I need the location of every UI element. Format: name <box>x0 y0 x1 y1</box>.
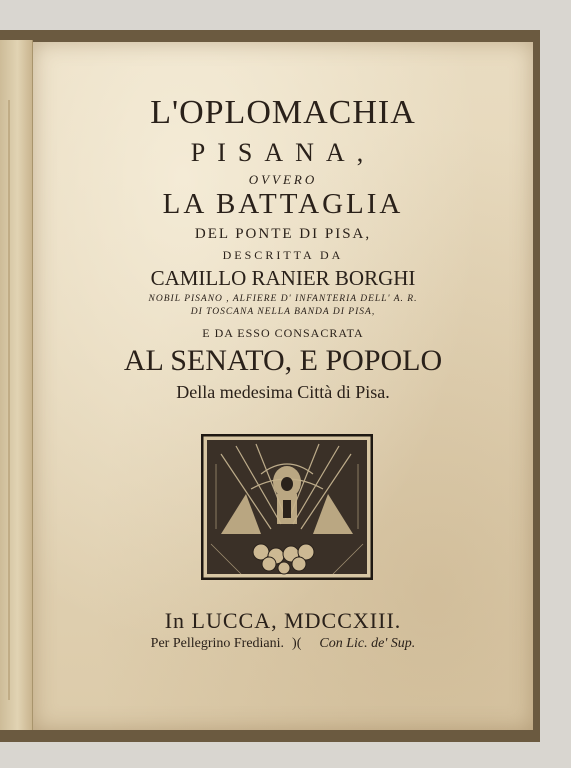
main-title: L'OPLOMACHIA <box>150 94 416 131</box>
author-intro: DESCRITTA DA <box>222 248 344 262</box>
title-page <box>33 42 533 730</box>
alternate-subtitle: DEL PONTE DI PISA, <box>194 226 372 242</box>
book-spine <box>0 40 33 730</box>
dedicatee-detail: Della medesima Città di Pisa. <box>176 382 390 402</box>
printer-name: Per Pellegrino Frediani. <box>150 636 285 651</box>
woodcut-trophy-illustration <box>201 434 373 580</box>
imprint-printer-line <box>33 636 533 652</box>
author-title-1: NOBIL PISANO , ALFIERE D' INFANTERIA DELL' A. R. <box>148 294 418 304</box>
title-connector: OVVERO <box>248 172 318 187</box>
dedicatee: AL SENATO, E POPOLO <box>123 344 443 377</box>
dedication-intro: E DA ESSO CONSACRATA <box>202 326 364 340</box>
imprint-place-date: In LUCCA, MDCCXIII. <box>164 608 402 633</box>
alternate-title: LA BATTAGLIA <box>162 188 404 220</box>
imprint-separator: )( <box>292 636 302 651</box>
author-title-2: DI TOSCANA NELLA BANDA DI PISA, <box>190 307 376 317</box>
title-subtitle: PISANA, <box>190 138 376 167</box>
spine-crease <box>8 100 10 700</box>
author-name: CAMILLO RANIER BORGHI <box>150 266 416 290</box>
license-note: Con Lic. de' Sup. <box>319 636 416 651</box>
